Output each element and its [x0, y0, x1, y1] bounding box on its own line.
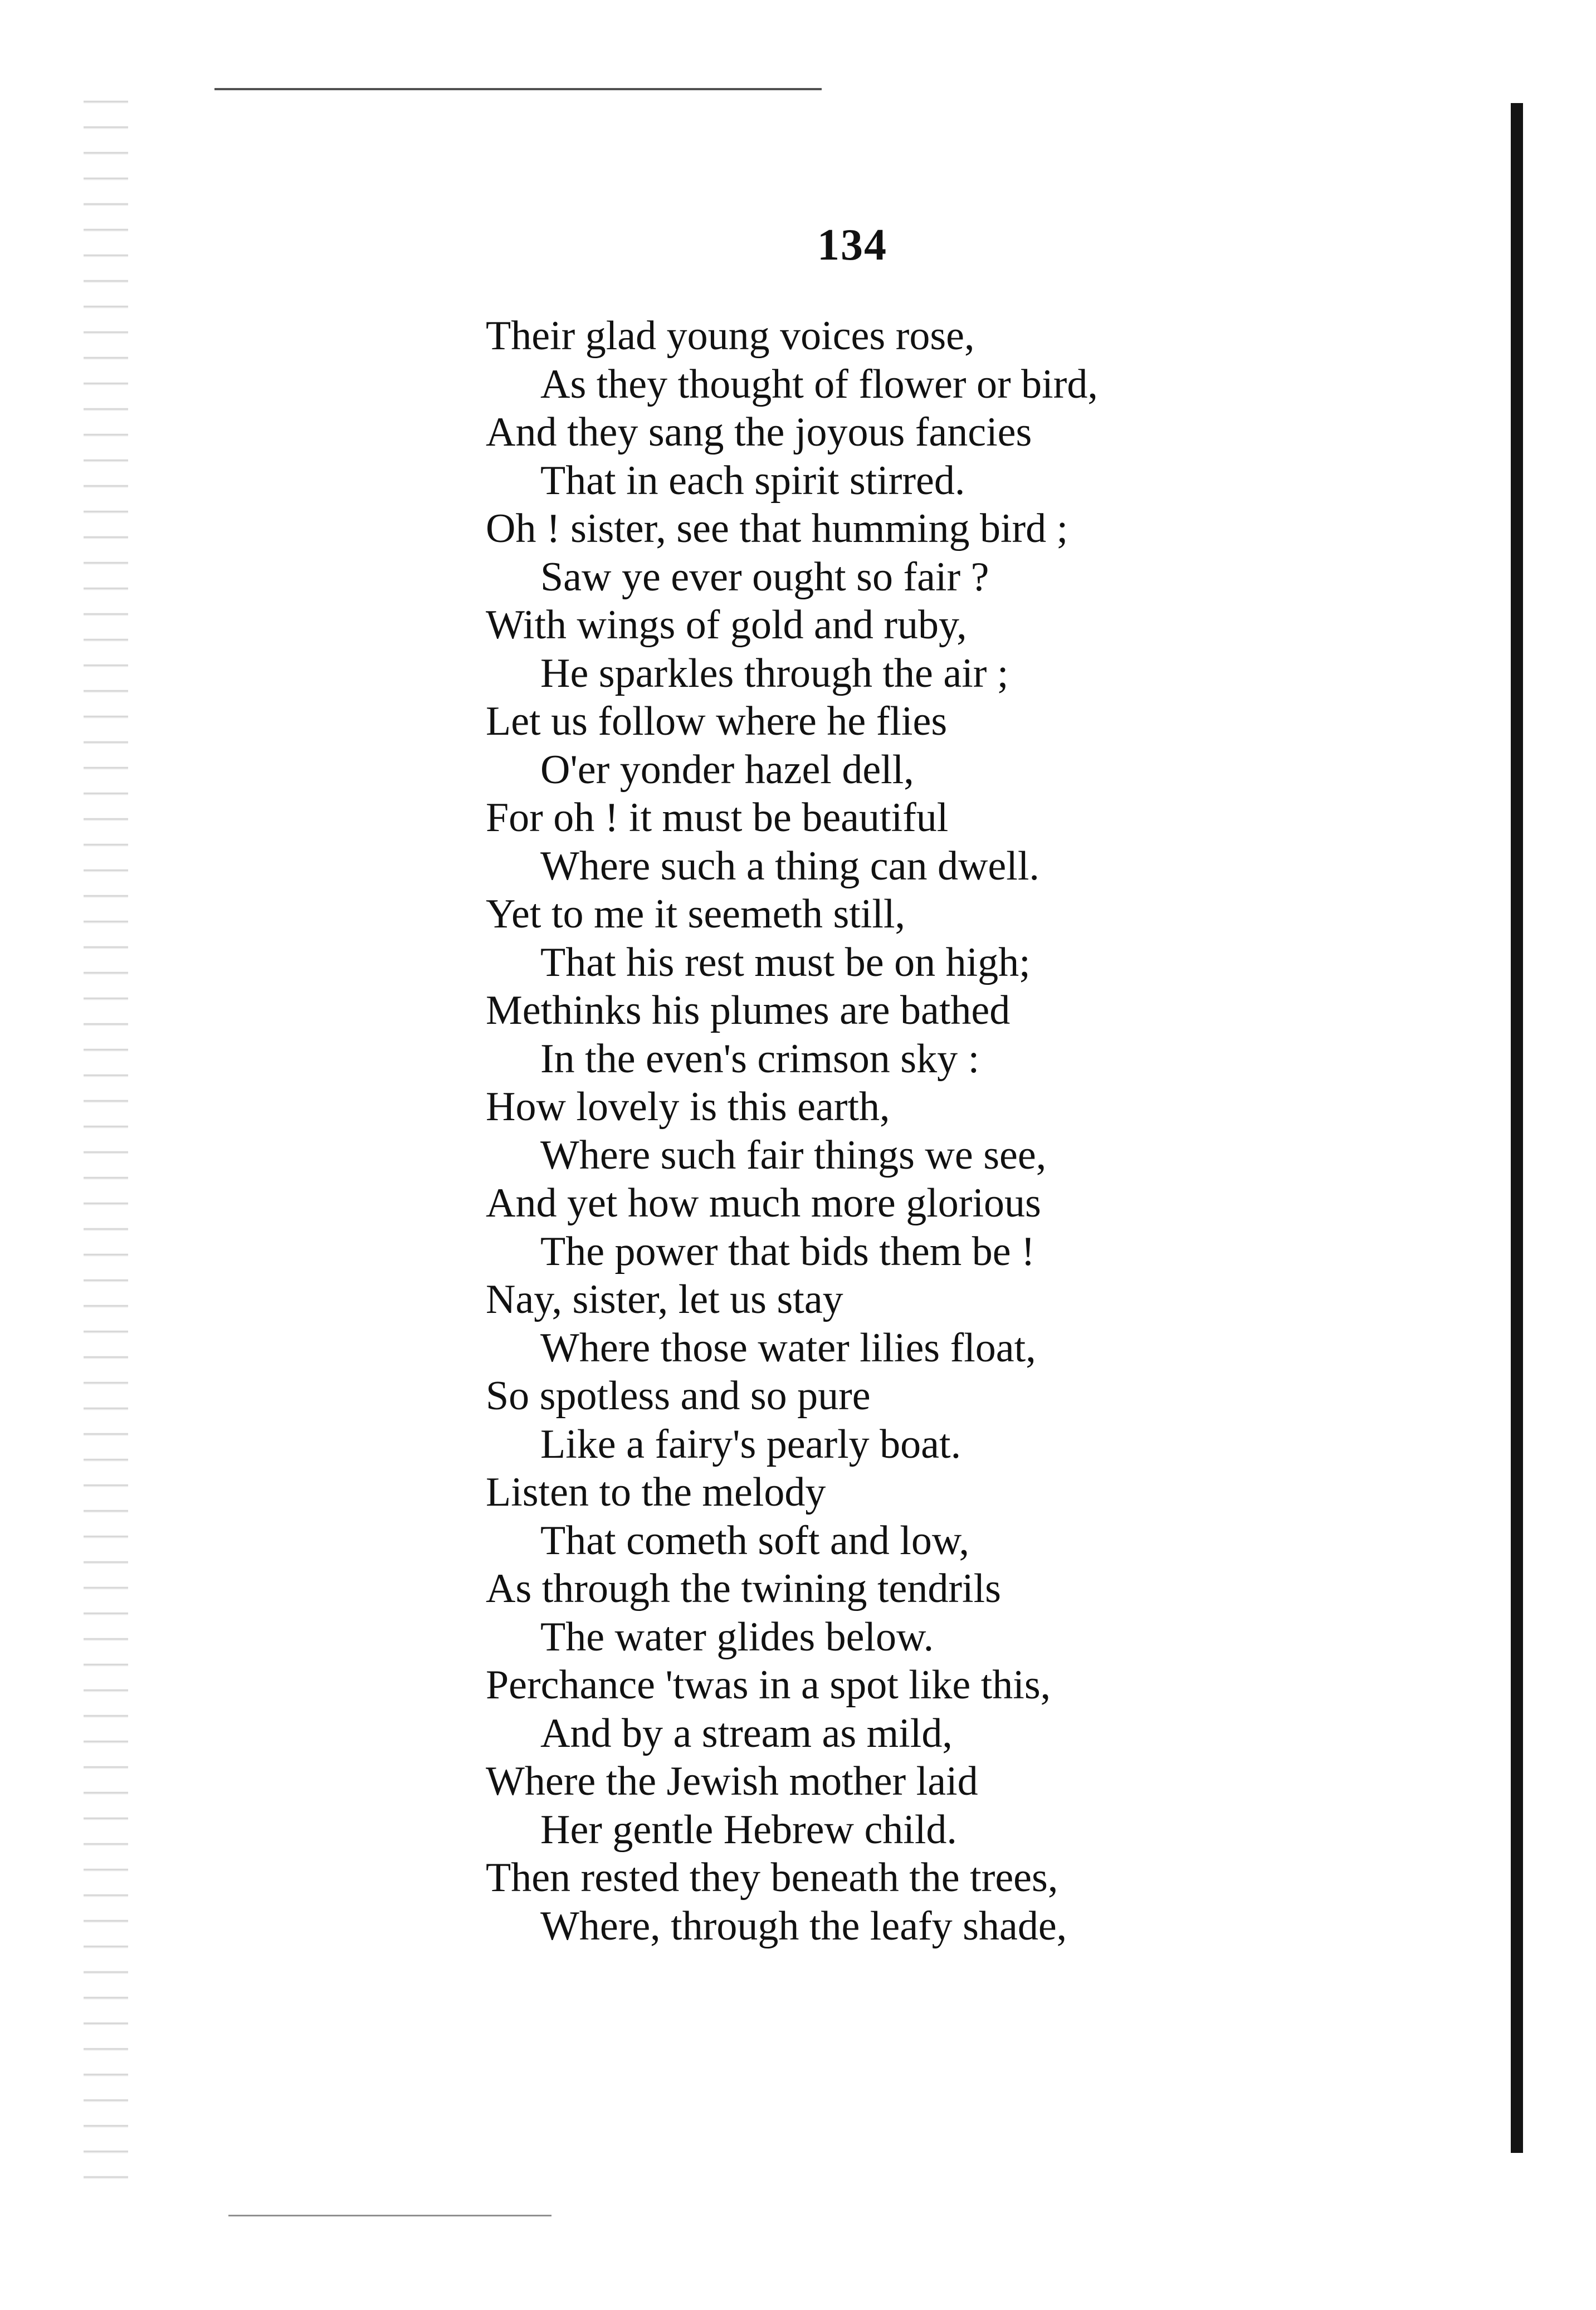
- poem-line: That his rest must be on high;: [540, 939, 1031, 985]
- right-page-edge: [1511, 103, 1523, 2153]
- poem-line: O'er yonder hazel dell,: [540, 746, 914, 793]
- poem-line: Where, through the leafy shade,: [540, 1903, 1067, 1949]
- poem-line: Then rested they beneath the trees,: [486, 1855, 1058, 1901]
- poem-line: Nay, sister, let us stay: [486, 1277, 843, 1322]
- poem-line: In the even's crimson sky :: [540, 1036, 980, 1082]
- poem-line: So spotless and so pure: [486, 1373, 871, 1419]
- poem-line: Perchance 'twas in a spot like this,: [486, 1662, 1051, 1708]
- page-number: 134: [817, 221, 887, 270]
- left-binding-shadow: [84, 78, 128, 2195]
- poem-line: Their glad young voices rose,: [486, 313, 975, 359]
- poem-line: How lovely is this earth,: [486, 1084, 890, 1130]
- poem-line: The water glides below.: [540, 1614, 934, 1660]
- poem-line: Yet to me it seemeth still,: [486, 891, 906, 937]
- poem-line: As through the twining tendrils: [486, 1566, 1001, 1611]
- poem-line: And by a stream as mild,: [540, 1710, 953, 1756]
- poem-line: That cometh soft and low,: [540, 1517, 969, 1564]
- top-rule: [214, 88, 822, 90]
- poem-line: Where those water lilies float,: [540, 1325, 1036, 1371]
- poem-line: Listen to the melody: [486, 1469, 826, 1515]
- poem-line: For oh ! it must be beautiful: [486, 795, 949, 841]
- bottom-rule: [228, 2215, 551, 2216]
- poem-line: Like a fairy's pearly boat.: [540, 1421, 961, 1467]
- poem-line: Oh ! sister, see that humming bird ;: [486, 506, 1068, 551]
- poem-line: Methinks his plumes are bathed: [486, 988, 1011, 1033]
- poem-line: Where the Jewish mother laid: [486, 1759, 978, 1804]
- poem-line: Where such fair things we see,: [540, 1132, 1047, 1178]
- poem-line: And they sang the joyous fancies: [486, 409, 1032, 455]
- poem-line: As they thought of flower or bird,: [540, 361, 1098, 407]
- poem-line: And yet how much more glorious: [486, 1180, 1041, 1226]
- poem-line: Her gentle Hebrew child.: [540, 1806, 957, 1853]
- poem-line: With wings of gold and ruby,: [486, 602, 967, 648]
- poem-text: [486, 312, 1098, 1950]
- poem-line: He sparkles through the air ;: [540, 650, 1009, 696]
- poem-line: The power that bids them be !: [540, 1228, 1035, 1274]
- poem-line: That in each spirit stirred.: [540, 457, 965, 504]
- poem-line: Let us follow where he flies: [486, 699, 948, 744]
- poem-line: Saw ye ever ought so fair ?: [540, 554, 989, 600]
- poem-line: Where such a thing can dwell.: [540, 843, 1039, 889]
